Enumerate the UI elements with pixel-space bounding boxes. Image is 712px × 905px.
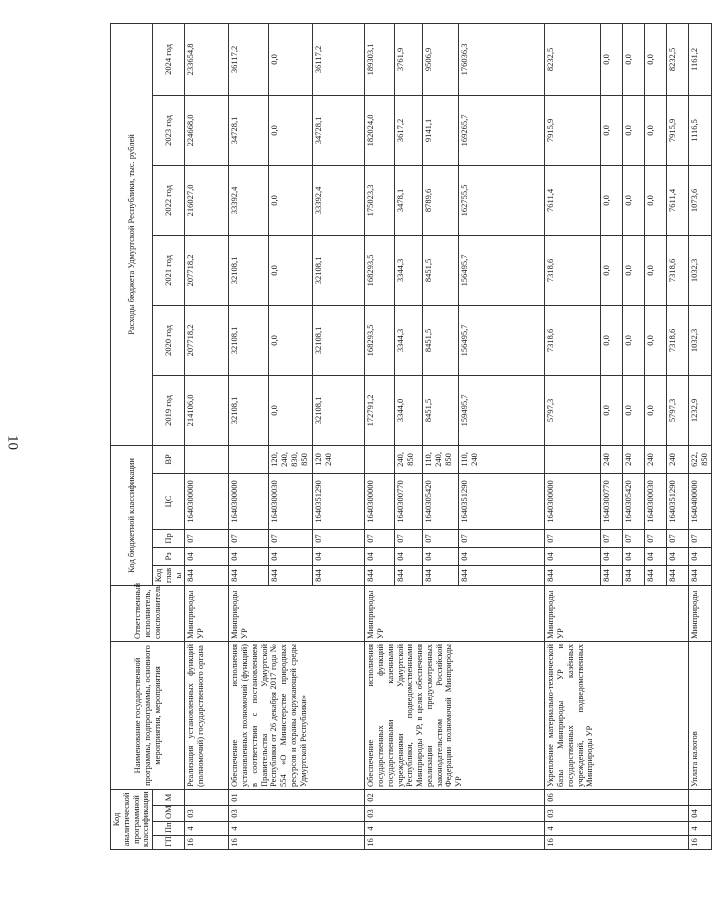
cell-value: 33392,4 [313, 165, 365, 235]
cell-grbs: 844 [269, 565, 313, 585]
header-year-2023: 2023 год [153, 95, 185, 165]
cell-pr: 07 [459, 529, 545, 547]
cell-vr [229, 445, 269, 473]
cell-responsible: Минприроды [689, 585, 712, 641]
cell-value: 0,0 [623, 305, 645, 375]
cell-responsible: Минприроды УР [229, 585, 365, 641]
cell-cs: 1640351290 [313, 473, 365, 529]
cell-cs: 1640400000 [689, 473, 712, 529]
cell-cs: 1640300000 [365, 473, 395, 529]
cell-pr: 07 [689, 529, 712, 547]
cell-grbs: 844 [545, 565, 601, 585]
cell-value: 8451,5 [423, 375, 459, 445]
cell-value: 0,0 [645, 165, 667, 235]
cell-value: 32108,1 [229, 375, 269, 445]
cell-value: 0,0 [601, 375, 623, 445]
cell-pr: 07 [395, 529, 423, 547]
cell-value: 0,0 [601, 165, 623, 235]
cell-value: 33392,4 [229, 165, 269, 235]
cell-rz: 04 [689, 547, 712, 565]
cell-om: 03 [545, 806, 689, 822]
cell-value: 3344,0 [395, 375, 423, 445]
cell-value: 7611,4 [545, 165, 601, 235]
cell-rz: 04 [601, 547, 623, 565]
cell-vr [365, 445, 395, 473]
cell-cs: 1640300770 [395, 473, 423, 529]
cell-grbs: 844 [229, 565, 269, 585]
cell-value: 36117,2 [229, 23, 269, 95]
header-vr: ВР [153, 445, 185, 473]
cell-value: 224668,0 [185, 95, 229, 165]
cell-value: 0,0 [623, 165, 645, 235]
cell-value: 9506,9 [423, 23, 459, 95]
cell-value: 0,0 [645, 375, 667, 445]
cell-grbs: 844 [645, 565, 667, 585]
cell-rz: 04 [459, 547, 545, 565]
table-body [185, 23, 712, 849]
cell-value: 168293,5 [365, 305, 395, 375]
header-gp: ГП [153, 836, 185, 850]
page-number: 10 [4, 435, 21, 450]
cell-value: 34728,1 [229, 95, 269, 165]
table-row [185, 23, 229, 849]
cell-value: 3344,3 [395, 235, 423, 305]
cell-name: Реализация установленных функций (полномочий) государственного органа [185, 641, 229, 789]
header-year-2021: 2021 год [153, 235, 185, 305]
cell-value: 9141,1 [423, 95, 459, 165]
cell-rz: 04 [645, 547, 667, 565]
cell-pp: 4 [185, 822, 229, 836]
header-name: Наименование государственной программы, подпрограммы, основного мероприятия, мероприятия [111, 641, 185, 789]
cell-value: 32108,1 [229, 305, 269, 375]
cell-vr: 240 [667, 445, 689, 473]
cell-m [185, 789, 229, 805]
cell-value: 1032,3 [689, 235, 712, 305]
cell-value: 3617,2 [395, 95, 423, 165]
cell-cs: 1640300770 [601, 473, 623, 529]
cell-value: 0,0 [601, 95, 623, 165]
cell-value: 189303,1 [365, 23, 395, 95]
cell-vr: 110, 240 [459, 445, 545, 473]
cell-om: 03 [229, 806, 365, 822]
cell-cs: 1640300030 [645, 473, 667, 529]
cell-value: 1161,2 [689, 23, 712, 95]
cell-m: 06 [545, 789, 689, 805]
cell-value: 0,0 [269, 305, 313, 375]
cell-value: 172791,2 [365, 375, 395, 445]
cell-value: 0,0 [601, 235, 623, 305]
cell-value: 0,0 [601, 305, 623, 375]
cell-grbs: 844 [459, 565, 545, 585]
cell-cs: 1640300000 [545, 473, 601, 529]
cell-vr: 240, 850 [395, 445, 423, 473]
cell-responsible: Минприроды УР [545, 585, 689, 641]
cell-gp: 16 [689, 836, 712, 850]
header-m: М [153, 789, 185, 805]
cell-cs: 1640305420 [423, 473, 459, 529]
cell-value: 3344,3 [395, 305, 423, 375]
cell-cs: 1640305420 [623, 473, 645, 529]
cell-name: Обеспечение исполнения государственных функций государственными казенными учреждениями Удмуртской Республики, подведомственными Минприроды УР, в целях обеспечения реализации предусмотренных законодательством Российской Федерации полномочий Минприроды УР [365, 641, 545, 789]
cell-value: 0,0 [645, 95, 667, 165]
cell-value: 0,0 [645, 305, 667, 375]
cell-value: 1232,9 [689, 375, 712, 445]
cell-pr: 07 [545, 529, 601, 547]
cell-vr: 622, 850 [689, 445, 712, 473]
cell-rz: 04 [423, 547, 459, 565]
cell-gp: 16 [365, 836, 545, 850]
cell-value: 156495,7 [459, 235, 545, 305]
cell-vr [185, 445, 229, 473]
cell-grbs: 844 [601, 565, 623, 585]
cell-value: 8789,6 [423, 165, 459, 235]
cell-responsible: Минприроды УР [365, 585, 545, 641]
cell-pr: 07 [423, 529, 459, 547]
cell-rz: 04 [185, 547, 229, 565]
header-rz: Рз [153, 547, 185, 565]
cell-vr: 110, 240, 850 [423, 445, 459, 473]
cell-gp: 16 [229, 836, 365, 850]
cell-cs: 1640300000 [185, 473, 229, 529]
header-om: ОМ [153, 806, 185, 822]
cell-value: 0,0 [645, 235, 667, 305]
cell-rz: 04 [313, 547, 365, 565]
header-year-2019: 2019 год [153, 375, 185, 445]
cell-name: Уплата налогов [689, 641, 712, 789]
cell-m: 01 [229, 789, 365, 805]
cell-value: 32108,1 [313, 305, 365, 375]
cell-grbs: 844 [395, 565, 423, 585]
cell-value: 7318,6 [545, 305, 601, 375]
cell-vr: 120, 240, 830, 850 [269, 445, 313, 473]
cell-rz: 04 [365, 547, 395, 565]
cell-value: 32108,1 [229, 235, 269, 305]
cell-cs: 1640300030 [269, 473, 313, 529]
cell-cs: 1640300000 [229, 473, 269, 529]
cell-m: 02 [365, 789, 545, 805]
cell-value: 8451,5 [423, 235, 459, 305]
cell-pr: 07 [601, 529, 623, 547]
cell-vr: 120 240 [313, 445, 365, 473]
cell-grbs: 844 [689, 565, 712, 585]
cell-value: 0,0 [269, 95, 313, 165]
cell-rz: 04 [395, 547, 423, 565]
header-year-2020: 2020 год [153, 305, 185, 375]
cell-value: 5797,3 [667, 375, 689, 445]
cell-value: 176036,3 [459, 23, 545, 95]
cell-cs: 1640351290 [459, 473, 545, 529]
cell-pr: 07 [645, 529, 667, 547]
cell-grbs: 844 [313, 565, 365, 585]
cell-value: 8232,5 [667, 23, 689, 95]
cell-value: 0,0 [269, 235, 313, 305]
cell-grbs: 844 [423, 565, 459, 585]
cell-rz: 04 [545, 547, 601, 565]
cell-value: 32108,1 [313, 235, 365, 305]
rotated-table-container [110, 30, 710, 850]
cell-value: 0,0 [269, 165, 313, 235]
cell-rz: 04 [623, 547, 645, 565]
header-expenses: Расходы бюджета Удмуртской Республики, тыс. рублей [111, 23, 153, 445]
cell-pr: 07 [667, 529, 689, 547]
cell-value: 216027,0 [185, 165, 229, 235]
cell-cs: 1640351290 [667, 473, 689, 529]
cell-value: 8451,5 [423, 305, 459, 375]
cell-value: 36117,2 [313, 23, 365, 95]
cell-pr: 07 [269, 529, 313, 547]
cell-om: 04 [689, 806, 712, 822]
cell-pr: 07 [229, 529, 269, 547]
cell-value: 182024,0 [365, 95, 395, 165]
cell-pp: 4 [365, 822, 545, 836]
cell-value: 7318,6 [667, 305, 689, 375]
cell-rz: 04 [229, 547, 269, 565]
header-pr: Пр [153, 529, 185, 547]
cell-m [689, 789, 712, 805]
cell-value: 1116,5 [689, 95, 712, 165]
cell-value: 3478,1 [395, 165, 423, 235]
cell-value: 7915,9 [545, 95, 601, 165]
cell-pr: 07 [623, 529, 645, 547]
header-analytic-code: Код аналитической программной классификации [111, 789, 153, 849]
cell-value: 8232,5 [545, 23, 601, 95]
cell-value: 7611,4 [667, 165, 689, 235]
cell-value: 0,0 [623, 235, 645, 305]
cell-value: 0,0 [623, 95, 645, 165]
cell-pr: 07 [365, 529, 395, 547]
cell-grbs: 844 [185, 565, 229, 585]
cell-value: 156495,7 [459, 305, 545, 375]
cell-name: Укрепление материально-технической базы Минприроды УР и государственных казённых учреждений, подведомственных Минприроды УР [545, 641, 689, 789]
cell-grbs: 844 [365, 565, 395, 585]
cell-value: 159495,7 [459, 375, 545, 445]
cell-responsible: Минприроды УР [185, 585, 229, 641]
cell-value: 34728,1 [313, 95, 365, 165]
cell-pr: 07 [185, 529, 229, 547]
table-row [229, 23, 269, 849]
header-year-2022: 2022 год [153, 165, 185, 235]
cell-value: 168293,5 [365, 235, 395, 305]
cell-value: 3761,9 [395, 23, 423, 95]
cell-pp: 4 [545, 822, 689, 836]
cell-name: Обеспечение исполнения установленных полномочий (функций) в соответствии с постановлением Правительства Удмуртской Республики от 26 декабря 2017 года № 554 «О Министерстве природных ресурсов и охраны окружающей среды Удмуртской Республики» [229, 641, 365, 789]
table-row [365, 23, 395, 849]
header-budget-code: Код бюджетной классификации [111, 445, 153, 585]
cell-rz: 04 [269, 547, 313, 565]
cell-value: 7318,6 [545, 235, 601, 305]
cell-pp: 4 [229, 822, 365, 836]
cell-vr [545, 445, 601, 473]
cell-value: 0,0 [269, 23, 313, 95]
cell-value: 7318,6 [667, 235, 689, 305]
table-row [545, 23, 601, 849]
header-year-2024: 2024 год [153, 23, 185, 95]
cell-value: 32108,1 [313, 375, 365, 445]
cell-value: 233654,8 [185, 23, 229, 95]
cell-pp: 4 [689, 822, 712, 836]
cell-value: 175023,3 [365, 165, 395, 235]
cell-value: 5797,3 [545, 375, 601, 445]
cell-value: 169265,7 [459, 95, 545, 165]
cell-value: 0,0 [269, 375, 313, 445]
cell-value: 162755,5 [459, 165, 545, 235]
cell-value: 207718,2 [185, 305, 229, 375]
cell-pr: 07 [313, 529, 365, 547]
cell-grbs: 844 [623, 565, 645, 585]
cell-value: 214106,0 [185, 375, 229, 445]
cell-value: 0,0 [645, 23, 667, 95]
header-grbs: Код глав ы [153, 565, 185, 585]
header-pp: Пп [153, 822, 185, 836]
cell-gp: 16 [545, 836, 689, 850]
cell-value: 1073,6 [689, 165, 712, 235]
budget-table [110, 23, 712, 850]
cell-value: 1032,3 [689, 305, 712, 375]
cell-value: 7915,9 [667, 95, 689, 165]
cell-om: 03 [365, 806, 545, 822]
cell-vr: 240 [645, 445, 667, 473]
cell-value: 207718,2 [185, 235, 229, 305]
cell-value: 0,0 [601, 23, 623, 95]
cell-om: 03 [185, 806, 229, 822]
table-row [689, 23, 712, 849]
header-cs: ЦС [153, 473, 185, 529]
header-responsible: Ответственный исполнитель, соисполнитель [111, 585, 185, 641]
cell-grbs: 844 [667, 565, 689, 585]
cell-gp: 16 [185, 836, 229, 850]
cell-vr: 240 [623, 445, 645, 473]
cell-vr: 240 [601, 445, 623, 473]
cell-rz: 04 [667, 547, 689, 565]
cell-value: 0,0 [623, 375, 645, 445]
cell-value: 0,0 [623, 23, 645, 95]
